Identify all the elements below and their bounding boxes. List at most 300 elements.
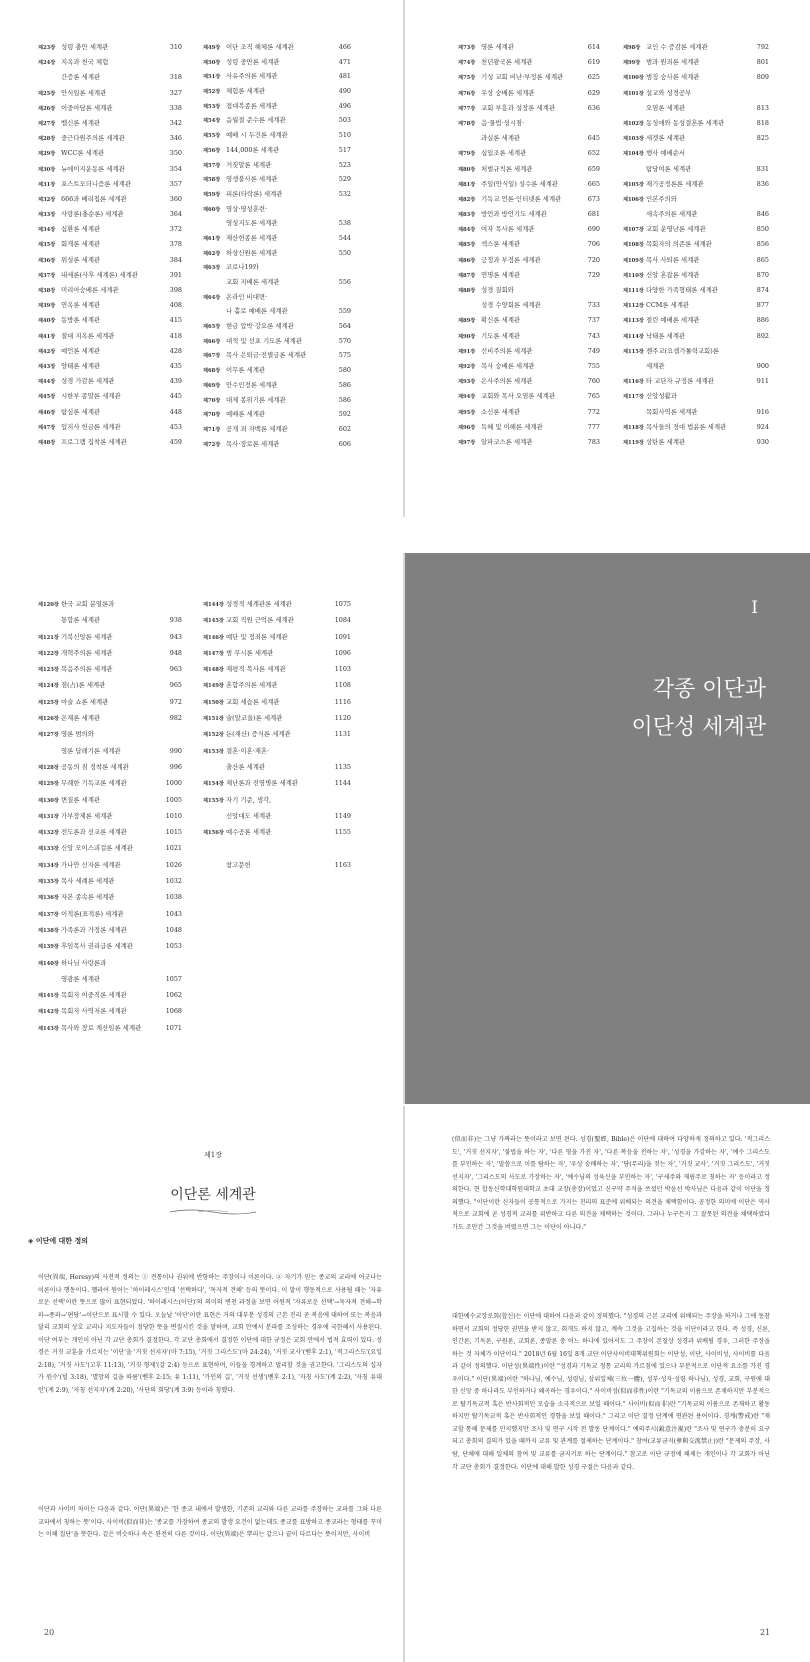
toc-chapter-number: 제86장 — [458, 257, 476, 264]
toc-chapter-title: 재난론과 전염병론 세계관 — [226, 779, 298, 788]
toc-chapter-title: 교회 지배론 세계관 — [226, 278, 280, 286]
toc-entry — [38, 209, 182, 224]
toc-chapter-title: 거짓말론 세계관 — [226, 160, 272, 169]
toc-entry — [38, 300, 182, 315]
right-paragraph-2: 대한예수교장로회(합신)는 이단에 대하여 다음과 같이 정의했다. "성경의 근본 교리에 위배되는 주장을 하거나 그에 동참하면서 교회의 정당한 권면을 받지 않고, 회개도 하지 않고, 계속 그것을 고집하는 것을 이단이라고 한다. 즉 성경, 신론, 인간론, 기독론, 구원론, 교회론, 종말론 중 어느 하나에 있어서도 그 주장이 본질상 성경과 위배될 경우, 그러한 주장을 하는 것 자체가 이단이다." 2018년 6월 16일 8개 교단 이단사이비대책위원회는 이단성, 이단, 사이비성, 사이비를 다음과 같이 정의했다. 이단성(異端性)이란 "성경과 기독교 정통 교리의 가르침에 있으나 부분적으로 이단적 요소를 가진 경우이다." 이단(異端)이란 "하나님, 예수님, 성령님, 삼위일체(三位一體), 성부·성자·성령 하나님), 성경, 교회, 구원에 대한 신앙 중 하나라도 부인하거나 왜곡하는 경우이다." 사이비성(似而非性)이란 "기독교의 이름으로 존재하지만 부분적으로 탈기독교적 혹은 반사회적인 모습을 소극적으로 보일 때이다." 사이비(似而非)란 "기독교의 이름으로 존재하고 활동하지만 탈기독교적 혹은 반사회적인 경향을 보일 때이다." 그리고 이단 결정 단계에 연관된 용어이다. 경계(警戒)란 "재교할 통해 문제를 인지했지만 조사 및 연구 시작 전 발동 단계이다." 예의주시(銳意注視)란 "조사 및 연구가 충분히 요구되고 총회의 결의가 있을 때까지 교류 및 관계를 절제하는 단계이다." 참여(교류금지(參與交流禁止))란 "문제의 주장, 사람, 단체에 대해 일체의 참여 및 교류를 금지키로 하는 단계이다." 참고로 이단 규정에 해제는 개인이나 각 교회가 아닌 각 교단 총회가 결정한다. 이단에 대해 발한 성경 구절은 다음과 같다. — [452, 1313, 770, 1471]
toc-entry — [458, 148, 600, 163]
toc-chapter-number: 제87장 — [458, 272, 476, 279]
toc-chapter-title: 목사 은퇴금·전별금론 세계관 — [226, 351, 307, 360]
toc-chapter-title: 교회 세습론 세계관 — [226, 697, 280, 706]
toc-page-number: 510 — [338, 131, 351, 140]
toc-chapter-number: 제126장 — [38, 716, 59, 723]
toc-entry — [38, 892, 182, 908]
toc-entry — [203, 424, 351, 439]
toc-page-number: 614 — [587, 43, 600, 51]
toc-chapter-title: 여자 목사론 세계관 — [481, 225, 535, 234]
toc-page-number: 982 — [169, 714, 182, 723]
toc-entry — [458, 422, 600, 437]
toc-chapter-number: 제118장 — [623, 424, 644, 431]
toc-chapter-number: 제36장 — [38, 257, 56, 264]
toc-entry — [38, 664, 182, 680]
toc-entry — [458, 437, 600, 452]
toc-column-1 — [38, 42, 182, 452]
toc-chapter-number: 제98장 — [623, 45, 641, 51]
toc-entry — [203, 42, 351, 57]
toc-entry — [458, 346, 600, 361]
toc-entry — [203, 306, 351, 321]
toc-chapter-title: 성경 수양회론 세계관 — [481, 301, 541, 310]
toc-chapter-number: 제74장 — [458, 60, 476, 67]
toc-chapter-title: 섹스론 세계관 — [481, 240, 521, 249]
toc-page-number: 990 — [169, 746, 182, 755]
toc-page-number: 874 — [756, 286, 769, 294]
toc-chapter-title: 신앙 혼잡론 세계관 — [646, 270, 700, 279]
toc-entry — [203, 218, 351, 233]
toc-chapter-number: 제49장 — [203, 45, 221, 51]
toc-chapter-number: 제123장 — [38, 667, 59, 674]
toc-chapter-number: 제31장 — [38, 181, 56, 188]
toc-page-number: 606 — [338, 439, 351, 448]
toc-page-number: 1053 — [165, 942, 182, 951]
part-title-line-2: 이단성 세계관 — [631, 715, 766, 740]
toc-entry — [38, 133, 182, 148]
toc-page-number: 665 — [587, 179, 600, 188]
toc-chapter-title: 무례한 기독교론 세계관 — [61, 779, 127, 788]
toc-page-number: 809 — [756, 73, 769, 82]
toc-entry — [458, 300, 600, 315]
toc-chapter-number: 제94장 — [458, 394, 476, 401]
toc-entry — [38, 827, 182, 843]
toc-entry — [623, 437, 769, 452]
toc-entry — [203, 795, 351, 811]
toc-page-number: 439 — [169, 377, 182, 386]
toc-chapter-number: 제43장 — [38, 363, 56, 370]
toc-entry — [203, 115, 351, 130]
toc-page-number: 490 — [338, 87, 351, 96]
toc-entry — [623, 88, 769, 103]
toc-page-number: 342 — [169, 118, 182, 127]
toc-chapter-title: 대적 및 선포 기도론 세계관 — [226, 336, 303, 345]
flourish-ornament — [168, 1207, 258, 1217]
toc-page-number: 856 — [756, 240, 769, 249]
toc-chapter-title: 예언론 세계관 — [61, 346, 101, 355]
part-number: I — [751, 598, 758, 618]
page-gutter — [403, 1106, 405, 1662]
toc-chapter-title: 설교와 성경공부 — [646, 88, 692, 97]
toc-page-number: 765 — [587, 392, 600, 401]
toc-page-number: 892 — [756, 331, 769, 340]
toc-entry — [458, 331, 600, 346]
toc-chapter-number: 제141장 — [38, 993, 59, 1000]
toc-entry — [38, 103, 182, 118]
toc-entry — [458, 42, 600, 57]
toc-entry — [203, 130, 351, 145]
part-title — [631, 671, 766, 747]
toc-page-number: 629 — [587, 88, 600, 97]
toc-chapter-title: 영론 세계관 — [481, 43, 514, 51]
toc-chapter-title: 목사 사퇴론 세계관 — [646, 255, 700, 264]
toc-entry — [38, 811, 182, 827]
toc-page-number: 916 — [756, 407, 769, 416]
toc-page-number: 1021 — [165, 844, 182, 853]
toc-column-4 — [623, 42, 769, 452]
toc-chapter-title: 이단 조직 해체론 세계관 — [226, 43, 294, 51]
toc-chapter-number: 제45장 — [38, 394, 56, 401]
toc-entry — [38, 599, 182, 615]
toc-entry — [38, 285, 182, 300]
toc-page-number: 886 — [756, 316, 769, 325]
toc-entry — [203, 248, 351, 263]
toc-chapter-title: 온재론 세계관 — [61, 714, 101, 723]
toc-page-number: 357 — [169, 179, 182, 188]
toc-chapter-number: 제136장 — [38, 895, 59, 902]
toc-chapter-title: 성경적 세계관론 세계관 — [226, 600, 292, 608]
toc-page-number: 1116 — [334, 697, 351, 706]
toc-entry — [623, 72, 769, 87]
toc-chapter-title: 하나님 사랑론과 — [61, 958, 107, 967]
toc-entry — [38, 746, 182, 762]
toc-page-number: 1149 — [334, 811, 351, 820]
toc-chapter-title: 알파코스론 세계관 — [481, 437, 533, 446]
toc-chapter-title: 이중아담론 세계관 — [61, 103, 113, 112]
toc-chapter-title: 나 홀로 예배론 세계관 — [226, 307, 288, 316]
toc-chapter-number: 제151장 — [203, 716, 224, 723]
toc-chapter-number: 제60장 — [203, 206, 221, 213]
toc-chapter-number: 제83장 — [458, 212, 476, 219]
toc-chapter-number: 제61장 — [203, 235, 221, 242]
toc-entry — [38, 958, 182, 974]
toc-chapter-title: 범과 원죄론 세계관 — [646, 58, 700, 67]
toc-chapter-title: 개혁주의론 세계관 — [61, 648, 113, 657]
toc-page-number: 1155 — [334, 828, 351, 837]
toc-entry — [38, 148, 182, 163]
toc-entry — [203, 262, 351, 277]
toc-chapter-title: 한국 교회 분열론과 — [61, 600, 115, 608]
toc-entry — [623, 331, 769, 346]
toc-chapter-number: 제30장 — [38, 166, 56, 173]
toc-page-number: 673 — [587, 194, 600, 203]
toc-entry — [623, 422, 769, 437]
toc-chapter-title: 동방론 세계관 — [61, 316, 101, 325]
toc-chapter-title: 기복신앙론 세계관 — [61, 632, 113, 641]
toc-entry — [458, 239, 600, 254]
toc-chapter-number: 제35장 — [38, 242, 56, 249]
toc-chapter-title: 시한부 종말론 세계관 — [61, 392, 121, 401]
toc-entry — [458, 179, 600, 194]
toc-entry — [38, 224, 182, 239]
toc-chapter-number: 제51장 — [203, 74, 221, 81]
toc-entry — [203, 648, 351, 664]
toc-entry — [623, 133, 769, 148]
toc-chapter-number: 제47장 — [38, 424, 56, 431]
toc-chapter-number: 제81장 — [458, 181, 476, 188]
toc-page-number: 354 — [169, 164, 182, 173]
page-number-left: 20 — [44, 1628, 55, 1637]
toc-page-number: 772 — [587, 407, 600, 416]
toc-page-number: 1163 — [334, 860, 351, 869]
toc-chapter-title: 음월절 준수론 세계관 — [226, 116, 286, 125]
toc-page-number: 1026 — [165, 860, 182, 869]
toc-chapter-number: 제109장 — [623, 257, 644, 264]
toc-chapter-number: 제48장 — [38, 439, 56, 446]
toc-chapter-title: 목사와 장로 계산임론 세계관 — [61, 1023, 142, 1032]
toc-page-number: 523 — [338, 160, 351, 169]
toc-entry — [38, 179, 182, 194]
toc-page-number: 360 — [169, 194, 182, 203]
toc-entry — [458, 164, 600, 179]
toc-page-number: 1075 — [334, 600, 351, 608]
toc-chapter-title: 변질론 세계관 — [61, 795, 101, 804]
toc-chapter-number: 제138장 — [38, 927, 59, 934]
toc-chapter-number: 제143장 — [38, 1025, 59, 1032]
toc-chapter-title: 과실론 세계관 — [481, 134, 521, 143]
toc-chapter-title: 재평적 목사론 세계관 — [226, 665, 286, 674]
toc-chapter-title: 술(알코올)론 세계관 — [226, 714, 283, 723]
toc-chapter-title: 코로나19와 — [226, 263, 259, 272]
toc-entry — [458, 194, 600, 209]
toc-chapter-title: 신앙대도 세계관 — [226, 811, 272, 820]
toc-page-number: 813 — [756, 103, 769, 112]
toc-entry — [203, 380, 351, 395]
toc-entry — [38, 42, 182, 57]
toc-chapter-number: 제41장 — [38, 333, 56, 340]
right-paragraph-1: (似而非)는 그냥 가짜라는 뜻이라고 보면 된다. 성경(聖經, Bible)은 이단에 대하여 다양하게 정의하고 있다. '적그리스도', '거짓 선지자', '불법을 하는 자', '다른 영을 가진 자', '다른 복음을 전하는 자', '성경을 가감하는 자', '예수 그리스도를 부인하는 자', '말씀으로 이를 탐하는 자', '우상 숭배하는 자', '당(무리)을 짓는 자', '거짓 교사', '거짓 그리스도', '거짓 선지자', '그리스도의 사도로 가장하는 자', '예수님의 성육신을 부인하는 자', '구세주와 재림주로 칭하는 자' 등이라고 정의한다. 현 합동신학대학원대학교 초대 교장(총장)이었고 신구약 주석을 쓰셨던 박윤선 박사님은 다음과 같이 이단을 정의했다. "이단이란 신자들이 공통적으로 가지는 진리의 표준에 위배되는 의견을 채택함이다. 공정한 의미에 이단은 역사적으로 교회에 곧 성경적 교리를 위반하고 다른 의견을 채택하는 것이다. 그러나 누구든지 그 잘못된 의견을 채택하였다가도 조만간 그것을 버렸으면 그는 이단이 아니다." — [452, 1136, 770, 1231]
toc-chapter-title: 자기 기준, 생각, — [226, 795, 272, 804]
toc-chapter-title: 절대 지옥론 세계관 — [61, 331, 115, 340]
toc-chapter-title: 온라인 비대면· — [226, 292, 268, 301]
toc-chapter-title: 긍정과 부정론 세계관 — [481, 255, 541, 264]
toc-chapter-number: 제103장 — [623, 136, 644, 143]
toc-chapter-number: 제70장 — [203, 412, 221, 419]
toc-chapter-number: 제131장 — [38, 813, 59, 820]
toc-chapter-title: 목사들의 정대 법윤론 세계관 — [646, 422, 727, 431]
toc-page-number: 418 — [169, 331, 182, 340]
toc-entry — [623, 361, 769, 376]
toc-chapter-number: 제130장 — [38, 797, 59, 804]
toc-entry — [38, 88, 182, 103]
toc-chapter-number: 제72장 — [203, 441, 221, 448]
toc-page-number: 846 — [756, 210, 769, 219]
toc-page-number: 391 — [169, 270, 182, 279]
toc-chapter-number: 제128장 — [38, 764, 59, 771]
toc-entry — [38, 376, 182, 391]
toc-entry — [38, 118, 182, 133]
toc-chapter-number: 제139장 — [38, 944, 59, 951]
toc-chapter-title: 행사 예배순서 — [646, 149, 686, 158]
toc-entry — [38, 648, 182, 664]
toc-chapter-number: 제149장 — [203, 683, 224, 690]
toc-chapter-title: 세겟론 세계관 — [646, 134, 686, 143]
toc-chapter-number: 제132장 — [38, 830, 59, 837]
toc-entry — [203, 615, 351, 631]
toc-page-number: 448 — [169, 407, 182, 416]
toc-entry — [623, 209, 769, 224]
toc-entry — [623, 42, 769, 57]
toc-page-number: 445 — [169, 392, 182, 401]
toc-chapter-title: 성령 중만론 세계관 — [226, 57, 280, 66]
toc-chapter-number: 제106장 — [623, 196, 644, 203]
toc-chapter-title: 사랑론(충순론) 세계관 — [61, 210, 124, 219]
toc-chapter-title: 공개 죄 자백론 세계관 — [226, 424, 288, 433]
toc-page-number: 850 — [756, 225, 769, 234]
toc-chapter-number: 제142장 — [38, 1009, 59, 1016]
toc-entry — [623, 239, 769, 254]
toc-chapter-title: 이무론 세계관 — [226, 366, 266, 375]
toc-chapter-title: 예수공론 세계관 — [226, 828, 272, 837]
toc-chapter-number: 제50장 — [203, 59, 221, 66]
toc-chapter-title: 144,000론 세계관 — [226, 145, 280, 154]
toc-entry — [38, 361, 182, 376]
toc-chapter-number: 제40장 — [38, 318, 56, 325]
toc-entry — [203, 365, 351, 380]
toc-chapter-number: 제25장 — [38, 90, 56, 97]
toc-page-number: 965 — [169, 681, 182, 690]
toc-entry — [623, 285, 769, 300]
toc-page-number: 471 — [338, 57, 351, 66]
toc-entry — [38, 270, 182, 285]
toc-page-number: 625 — [587, 73, 600, 82]
toc-entry — [38, 194, 182, 209]
toc-chapter-title: 신비주의론 세계관 — [481, 346, 533, 355]
toc-page-number: 792 — [756, 43, 769, 51]
toc-page-number: 364 — [169, 210, 182, 219]
toc-chapter-title: 가족론과 가정론 세계관 — [61, 925, 127, 934]
toc-entry — [203, 778, 351, 794]
toc-chapter-title: 회개론 세계관 — [61, 240, 101, 249]
toc-page-number: 338 — [169, 103, 182, 112]
toc-chapter-title: 목회자의 의존론 세계관 — [646, 240, 712, 249]
toc-chapter-number: 제76장 — [458, 90, 476, 97]
toc-entry — [458, 391, 600, 406]
toc-entry — [458, 88, 600, 103]
toc-page-number: 1032 — [165, 877, 182, 886]
toc-page-number: 592 — [338, 410, 351, 419]
toc-entry — [38, 860, 182, 876]
toc-chapter-title: 예단 및 정죄론 세계관 — [226, 632, 288, 641]
toc-page-number: 877 — [756, 301, 769, 310]
toc-chapter-title: 은사주의론 세계관 — [481, 377, 533, 386]
toc-chapter-title: 영론 답레기론 세계관 — [61, 746, 121, 755]
toc-page-number: 1038 — [165, 893, 182, 902]
toc-entry — [623, 148, 769, 163]
toc-chapter-number: 제63장 — [203, 265, 221, 272]
toc-chapter-number: 제78장 — [458, 120, 476, 127]
toc-entry — [623, 194, 769, 209]
toc-chapter-number: 제27장 — [38, 120, 56, 127]
toc-chapter-number: 제92장 — [458, 363, 476, 370]
toc-page-number: 743 — [587, 331, 600, 340]
toc-chapter-number: 제58장 — [203, 177, 221, 184]
toc-chapter-title: 영생불사론 세계관 — [226, 175, 278, 184]
toc-entry — [38, 255, 182, 270]
toc-page-number: 1010 — [165, 811, 182, 820]
toc-entry — [38, 164, 182, 179]
left-paragraph-1: 이단(異端, Heresy)의 사전적 정의는 ① 전통이나 권위에 반항하는 주장이나 이론이다. ② 자기가 믿는 종교의 교리에 어긋나는 이론이나 행동이다. 헬라어 원어는 '하이레시스'인데 '선택하다', '독자적 견해' 등의 뜻이다. 이 말이 행동적으로 사용될 때는 '자유로운 선택'이란 뜻으로 많이 표현되었다. '하이레시스(이단)'의 의미의 변천 과정을 보면 어원적 '자유로운 선택'→독자적 견해→학파→종파→'편당'→이단으로 표시할 수 있다. 오늘날 '이단'이란 표현은 거의 대부분 성경의 근본 진리 곧 복음에 대하여 또는 복음과 달리 교회의 상호 교리나 지도자들이 정당한 뜻을 변질시킨 것을 말하며, 교회 안에서 분파를 조성하는 경우에 국한해서 사용된다. 이단 여부는 개인이 아닌 각 교단 총회가 결정한다. 각 교단 총회에서 결정한 이단에 대한 규정은 교회 안에서 법적 효력이 있다. 성경은 거짓 교훈을 가르치는 '이단'을 '거짓 선지자'(마 7:15), '거짓 그리스도'(마 24:24), '거짓 교사'(벧후 2:1), '적그리스도'(요일 2:18), '거짓 사도'(고후 11:13), '거짓 형제'(갈 2:4) 등으로 표현하며, 이들을 경계하고 멀리할 것을 권고한다. '그리스도의 십자가 원수'(빌 3:18), '멸망의 길을 따름'(벧후 2:15; 유 1:11), '가인의 길', '거짓 선생'(벧후 2:1), '자칭 사도'(계 2:2), '자칭 유대인'(계 2:9), '자칭 선지자'(계 2:20), '사단의 회당'(계 3:9) 등이라 칭했다. — [38, 1274, 382, 1394]
toc-chapter-number: 제55장 — [203, 133, 221, 140]
toc-chapter-title: 양태론 세계관 — [61, 361, 101, 370]
toc-entry — [623, 315, 769, 330]
toc-page-number: 384 — [169, 255, 182, 264]
part-title-line-1: 각종 이단과 — [652, 677, 766, 702]
toc-chapter-title: 예배 시 두건론 세계관 — [226, 131, 288, 140]
toc-page-number: 911 — [756, 377, 769, 386]
toc-chapter-title: 뉴에이지운동론 세계관 — [61, 164, 125, 173]
toc-chapter-title: 영성지도론 세계관 — [226, 219, 278, 228]
toc-chapter-title: 연명론 세계관 — [481, 270, 521, 279]
toc-entry — [38, 346, 182, 361]
toc-chapter-number: 제64장 — [203, 294, 221, 301]
toc-chapter-title: 다양한 가족형태론 세계관 — [646, 286, 718, 294]
toc-entry — [458, 376, 600, 391]
toc-page-number: 586 — [338, 395, 351, 404]
toc-page-number: 503 — [338, 116, 351, 125]
toc-chapter-title: 이적론(표적론) 세계관 — [61, 909, 124, 918]
toc-chapter-number: 제113장 — [623, 318, 644, 325]
toc-chapter-number: 제137장 — [38, 911, 59, 918]
toc-chapter-title: 오염론 세계관 — [646, 103, 686, 112]
toc-chapter-number: 제95장 — [458, 409, 476, 416]
toc-entry — [623, 57, 769, 72]
toc-chapter-title: 대제 봉위기론 세계관 — [226, 395, 286, 404]
toc-entry — [623, 391, 769, 406]
toc-chapter-number: 제23장 — [38, 45, 56, 51]
toc-chapter-number: 제73장 — [458, 45, 476, 51]
toc-column-3 — [458, 42, 600, 452]
toc-chapter-title: 피론(타락론) 세계관 — [226, 189, 283, 198]
toc-page-number: 1091 — [334, 632, 351, 641]
toc-entry — [203, 174, 351, 189]
toc-chapter-number: 제70장 — [203, 397, 221, 404]
toc-chapter-title: 절린 예배론 세계관 — [646, 316, 700, 325]
toc-entry — [623, 300, 769, 315]
toc-entry — [38, 778, 182, 794]
toc-chapter-title: 영상·영성훈련· — [226, 204, 268, 213]
toc-entry — [623, 179, 769, 194]
toc-chapter-title: 세속주의론 세계관 — [646, 210, 698, 219]
toc-entry — [203, 277, 351, 292]
toc-entry — [38, 713, 182, 729]
toc-chapter-title: 하상신원론 세계관 — [226, 248, 278, 257]
toc-chapter-title: 기독교 언론·인터넷론 세계관 — [481, 194, 562, 203]
toc-chapter-number: 제144장 — [203, 602, 224, 608]
chapter-label: 제1장 — [204, 1151, 222, 1159]
toc-column-2 — [203, 42, 351, 453]
toc-page-number: 532 — [338, 189, 351, 198]
toc-page-number: 737 — [587, 316, 600, 325]
toc-chapter-title: 세계관 — [646, 361, 665, 370]
toc-chapter-title: 신앙 모이스괴걸론 세계관 — [61, 844, 133, 853]
toc-page-number: 1135 — [334, 762, 351, 771]
toc-chapter-title: 십환론 세계관 — [61, 225, 101, 234]
toc-entry — [203, 71, 351, 86]
toc-chapter-number: 제150장 — [203, 699, 224, 706]
toc-chapter-number: 제54장 — [203, 118, 221, 125]
toc-page-number: 575 — [338, 351, 351, 360]
toc-chapter-number: 제152장 — [203, 732, 224, 739]
toc-chapter-number: 제124장 — [38, 683, 59, 690]
toc-chapter-number: 제79장 — [458, 151, 476, 158]
toc-entry — [203, 160, 351, 175]
toc-chapter-number: 제102장 — [623, 120, 644, 127]
toc-entry — [458, 133, 600, 148]
toc-chapter-number: 제26장 — [38, 105, 56, 112]
toc-page-number: 900 — [756, 361, 769, 370]
toc-chapter-number: 제65장 — [203, 324, 221, 331]
toc-page-number: 1062 — [165, 991, 182, 1000]
toc-chapter-title: 후임목사 권리급론 세계관 — [61, 942, 133, 951]
toc-page-number: 1005 — [165, 795, 182, 804]
toc-chapter-title: 성경 가감론 세계관 — [61, 377, 115, 386]
